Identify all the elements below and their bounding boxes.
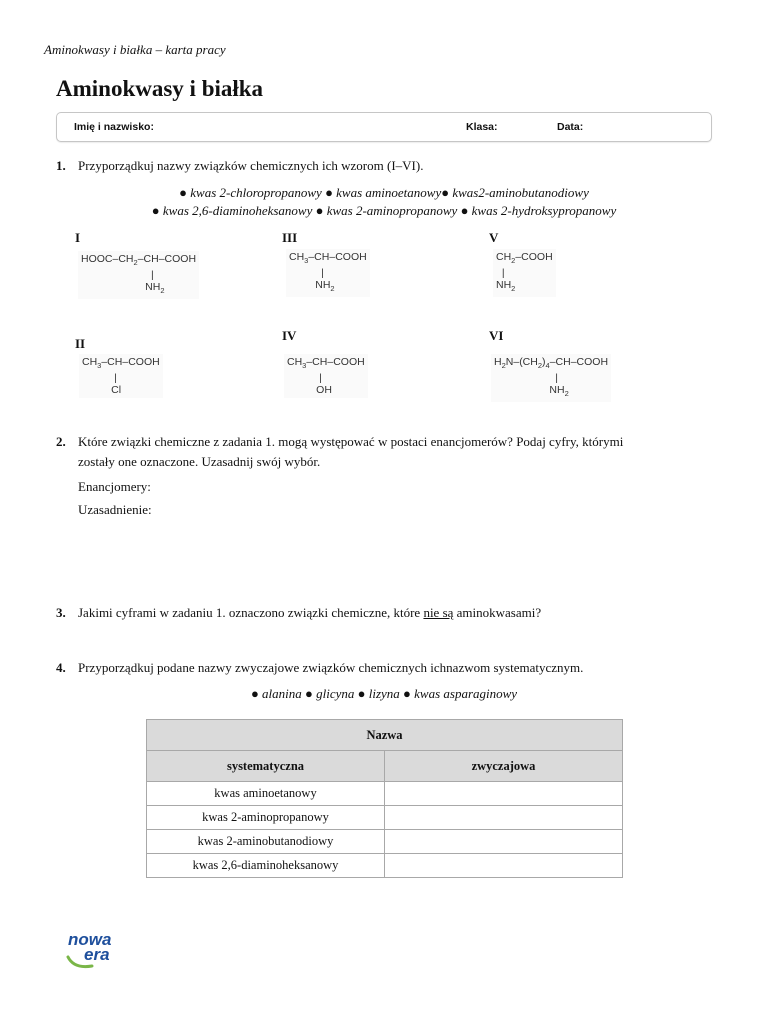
svg-text:era: era (84, 945, 110, 964)
header-note: Aminokwasy i białka – karta pracy (44, 42, 226, 57)
question-text: Przyporządkuj podane nazwy zwyczajowe związków chemicznych ichnazwom systematycznym. (78, 660, 584, 675)
compound-label-vi: VI (489, 328, 504, 343)
date-label: Data: (557, 121, 584, 133)
enantiomers-label: Enancjomery: (78, 479, 151, 494)
question-2 (56, 432, 706, 472)
formula-iv: $CH_3-CH$–COOH | OH (284, 354, 368, 398)
page-title: Aminokwasy i białka (56, 76, 264, 101)
compound-label-i: I (75, 230, 81, 245)
names-table (146, 719, 623, 878)
formula-i: HOOC–$CH_2-CH$–COOH | $NH_2$ (78, 251, 199, 299)
systematic-name-cell: kwas aminoetanowy (147, 782, 385, 806)
table-header-name: Nazwa (147, 720, 623, 751)
question-text-line-1: Które związki chemiczne z zadania 1. mogą występować w postaci enancjomerów? Podaj cyfry, którymi (78, 434, 624, 449)
question-number: 2. (56, 434, 66, 449)
common-name-answer-cell[interactable] (385, 854, 623, 878)
table-row (147, 854, 623, 878)
svg-text:nowa: nowa (68, 930, 112, 949)
formula-iii: $CH_3-CH$–COOH | $NH_2$ (286, 249, 370, 297)
table-row (147, 782, 623, 806)
question-number: 3. (56, 605, 66, 620)
q4-options: ● alanina ● glicyna ● lizyna ● kwas asparaginowy (250, 686, 518, 701)
justification-label: Uzasadnienie: (78, 502, 152, 517)
question-text-line-2: zostały one oznaczone. Uzasadnij swój wybór. (78, 454, 321, 469)
common-name-answer-cell[interactable] (385, 806, 623, 830)
systematic-name-cell: kwas 2-aminopropanowy (147, 806, 385, 830)
question-4 (56, 658, 706, 678)
class-label: Klasa: (466, 121, 498, 133)
table-row (147, 830, 623, 854)
student-info-box (56, 112, 712, 142)
formula-ii: $CH_3-CH$–COOH | Cl (79, 354, 163, 398)
question-number: 1. (56, 158, 66, 173)
column-header-systematic: systematyczna (147, 751, 385, 782)
systematic-name-cell: kwas 2-aminobutanodiowy (147, 830, 385, 854)
compound-label-v: V (489, 230, 499, 245)
name-label: Imię i nazwisko: (74, 121, 154, 133)
question-1 (56, 156, 706, 176)
q1-options-line-1: ● kwas 2-chloropropanowy ● kwas aminoetanowy● kwas2-aminobutanodiowy (179, 185, 589, 200)
q1-options-line-2: ● kwas 2,6-diaminoheksanowy ● kwas 2-aminopropanowy ● kwas 2-hydroksypropanowy (151, 203, 617, 218)
formula-v: $CH_2$–COOH | $NH_2$ (493, 249, 556, 297)
question-3 (56, 603, 706, 623)
underlined-emphasis: nie są (423, 605, 454, 620)
common-name-answer-cell[interactable] (385, 830, 623, 854)
question-text: Jakimi cyframi w zadaniu 1. oznaczono związki chemiczne, które nie są aminokwasami? (78, 605, 542, 620)
formula-vi: $H_2N-(CH_2)_4-CH$–COOH | $NH_2$ (491, 354, 611, 402)
question-number: 4. (56, 660, 66, 675)
nowa-era-logo (66, 930, 126, 970)
question-text: Przyporządkuj nazwy związków chemicznych ich wzorom (I–VI). (78, 158, 424, 173)
compound-label-ii: II (75, 336, 86, 351)
table-row (147, 806, 623, 830)
compound-label-iii: III (282, 230, 298, 245)
compound-label-iv: IV (282, 328, 297, 343)
common-name-answer-cell[interactable] (385, 782, 623, 806)
column-header-common: zwyczajowa (385, 751, 623, 782)
systematic-name-cell: kwas 2,6-diaminoheksanowy (147, 854, 385, 878)
logo-swoosh-icon (66, 930, 126, 970)
